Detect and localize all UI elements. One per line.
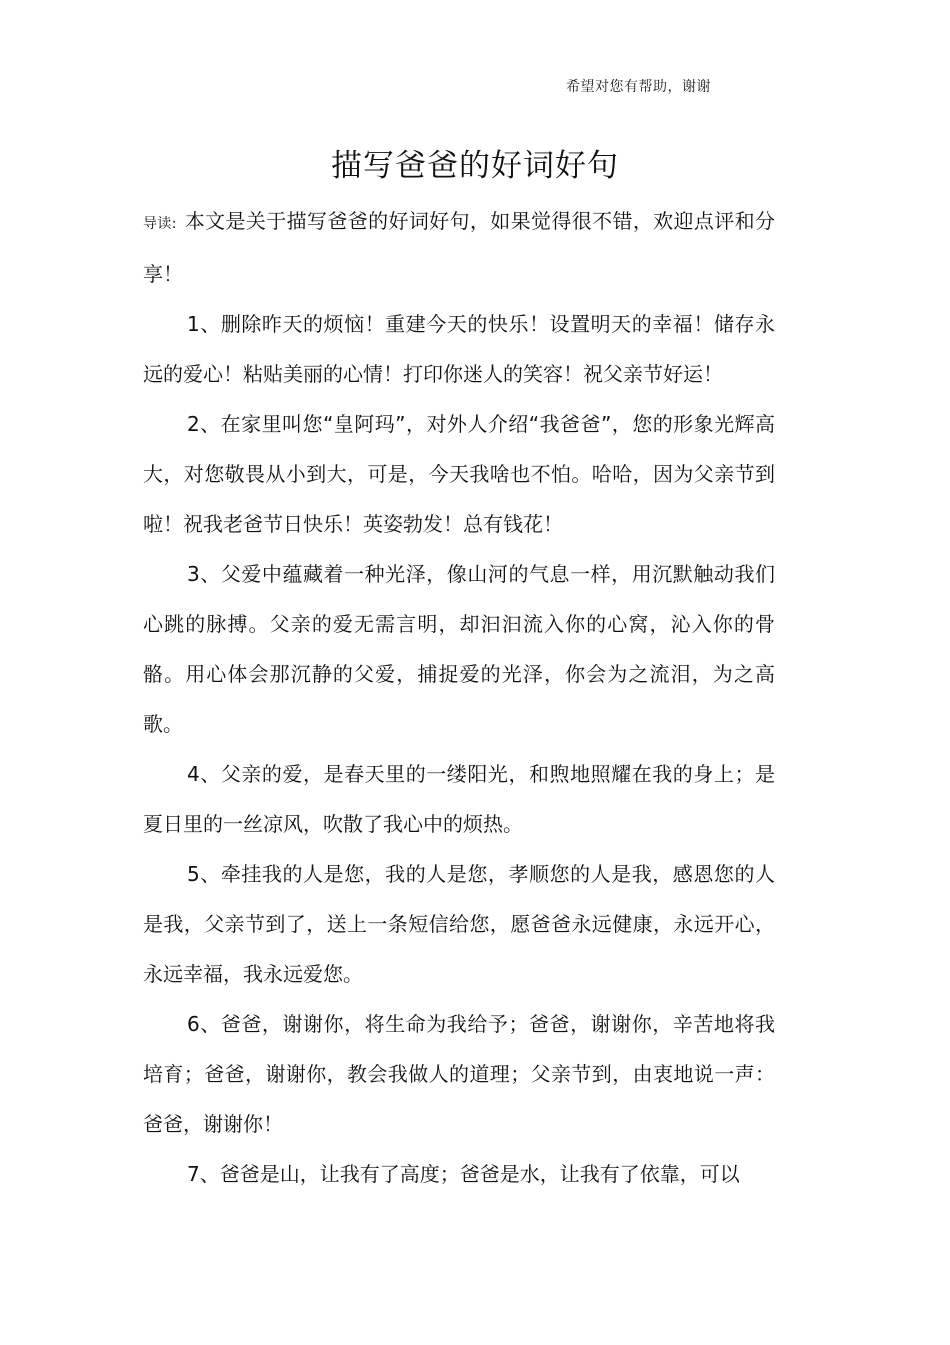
list-item-3: 3、父爱中蕴藏着一种光泽，像山河的气息一样，用沉默触动我们心跳的脉搏。父亲的爱无需言明，却汩汩流入你的心窝，沁入你的骨骼。用心体会那沉静的父爱，捕捉爱的光泽，你会为之流泪，为之高歌。 <box>143 562 775 736</box>
list-item-4: 4、父亲的爱，是春天里的一缕阳光，和煦地照耀在我的身上；是夏日里的一丝凉风，吹散了我心中的烦热。 <box>143 762 775 836</box>
list-item-7: 7、爸爸是山，让我有了高度；爸爸是水，让我有了依靠，可以 <box>187 1162 740 1186</box>
list-item-1: 1、删除昨天的烦恼！重建今天的快乐！设置明天的幸福！储存永远的爱心！粘贴美丽的心情！打印你迷人的笑容！祝父亲节好运！ <box>143 312 775 386</box>
intro-label: 导读: <box>143 216 177 232</box>
list-item-5: 5、牵挂我的人是您，我的人是您，孝顺您的人是我，感恩您的人是我，父亲节到了，送上一条短信给您，愿爸爸永远健康，永远开心，永远幸福，我永远爱您。 <box>143 862 775 986</box>
list-item-6: 6、爸爸，谢谢你，将生命为我给予；爸爸，谢谢你，辛苦地将我培育；爸爸，谢谢你，教会我做人的道理；父亲节到，由衷地说一声：爸爸，谢谢你！ <box>143 1012 775 1136</box>
list-item-2: 2、在家里叫您“皇阿玛”，对外人介绍“我爸爸”，您的形象光辉高大，对您敬畏从小到大，可是，今天我啥也不怕。哈哈，因为父亲节到啦！祝我老爸节日快乐！英姿勃发！总有钱花！ <box>143 412 775 536</box>
intro-text: 本文是关于描写爸爸的好词好句，如果觉得很不错，欢迎点评和分享！ <box>143 209 776 286</box>
header-note: 希望对您有帮助，谢谢 <box>566 79 711 95</box>
intro-paragraph <box>143 196 775 299</box>
article-body <box>143 196 775 1199</box>
page-title: 描写爸爸的好词好句 <box>331 148 619 184</box>
